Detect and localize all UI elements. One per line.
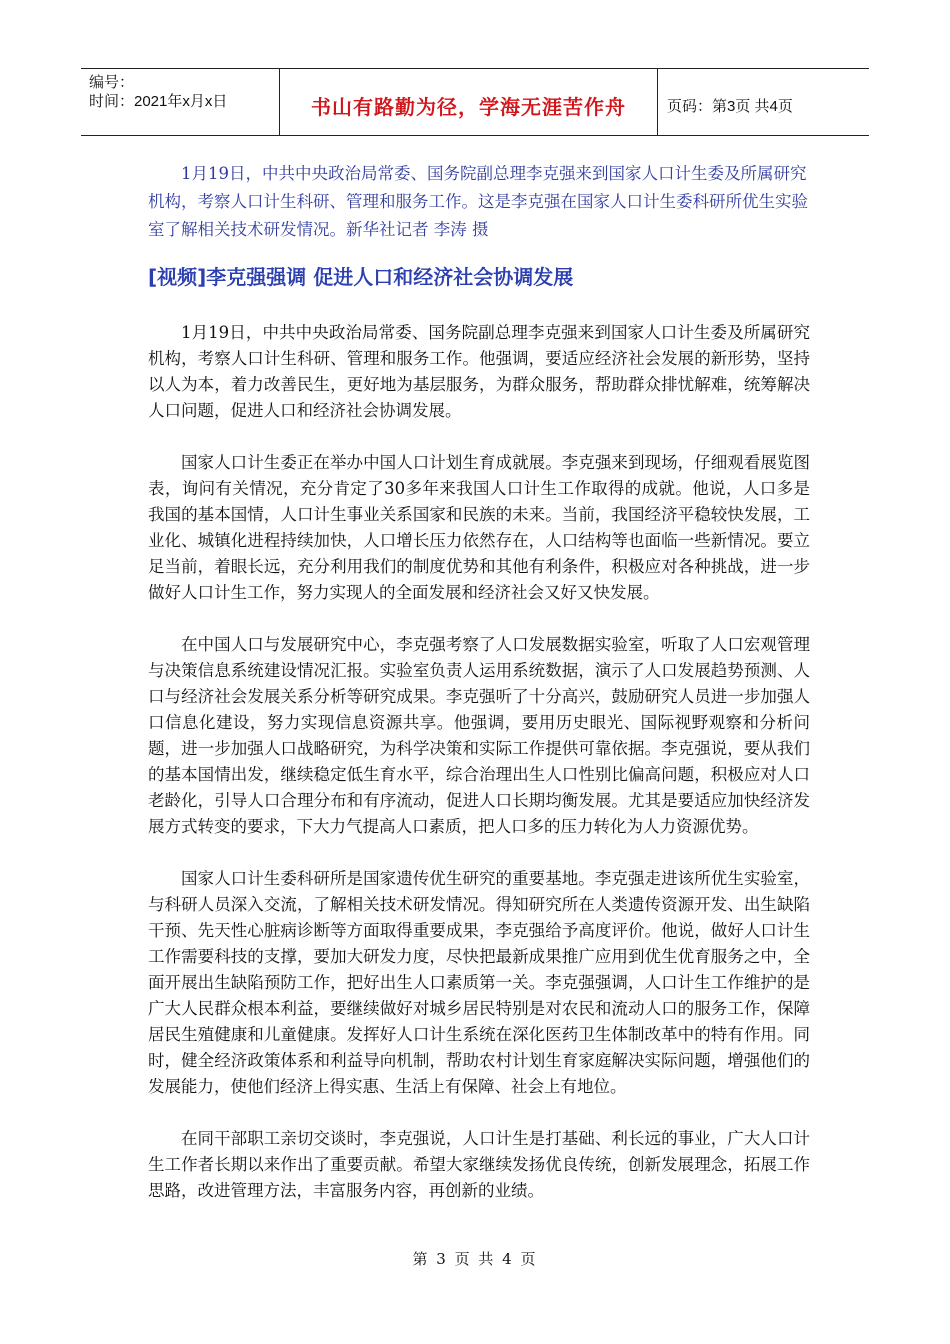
photo-caption [148,160,808,244]
header-meta-cell [81,69,280,135]
article-body [148,320,810,1230]
page-footer: 第 3 页 共 4 页 [412,1250,538,1268]
header-page-info: 页码：第3页 共4页 [667,97,793,115]
document-header [81,68,869,136]
photo-caption-text: 1月19日，中共中央政治局常委、国务院副总理李克强来到国家人口计生委及所属研究机构，考察人口计生科研、管理和服务工作。这是李克强在国家人口计生委科研所优生实验室了解相关技术研发情况。新华社记者 李涛 摄 [148,164,808,239]
article-paragraph: 国家人口计生委正在举办中国人口计划生育成就展。李克强来到现场，仔细观看展览图表，询问有关情况，充分肯定了30多年来我国人口计生工作取得的成就。他说，人口多是我国的基本国情，人口计生事业关系国家和民族的未来。当前，我国经济平稳较快发展，工业化、城镇化进程持续加快，人口增长压力依然存在，人口结构等也面临一些新情况。要立足当前，着眼长远，充分利用我们的制度优势和其他有利条件，积极应对各种挑战，进一步做好人口计生工作，努力实现人的全面发展和经济社会又好又快发展。 [148,453,810,602]
article-paragraph: 国家人口计生委科研所是国家遗传优生研究的重要基地。李克强走进该所优生实验室，与科研人员深入交流，了解相关技术研发情况。得知研究所在人类遗传资源开发、出生缺陷干预、先天性心脏病诊断等方面取得重要成果，李克强给予高度评价。他说，做好人口计生工作需要科技的支撑，要加大研发力度，尽快把最新成果推广应用到优生优育服务之中，全面开展出生缺陷预防工作，把好出生人口素质第一关。李克强强调，人口计生工作维护的是广大人民群众根本利益，要继续做好对城乡居民特别是对农民和流动人口的服务工作，保障居民生殖健康和儿童健康。发挥好人口计生系统在深化医药卫生体制改革中的特有作用。同时，健全经济政策体系和利益导向机制，帮助农村计划生育家庭解决实际问题，增强他们的发展能力，使他们经济上得实惠、生活上有保障、社会上有地位。 [148,869,810,1096]
article-paragraph: 在中国人口与发展研究中心，李克强考察了人口发展数据实验室，听取了人口宏观管理与决策信息系统建设情况汇报。实验室负责人运用系统数据，演示了人口发展趋势预测、人口与经济社会发展关系分析等研究成果。李克强听了十分高兴，鼓励研究人员进一步加强人口信息化建设，努力实现信息资源共享。他强调，要用历史眼光、国际视野观察和分析问题，进一步加强人口战略研究，为科学决策和实际工作提供可靠依据。李克强说，要从我们的基本国情出发，继续稳定低生育水平，综合治理出生人口性别比偏高问题，积极应对人口老龄化，引导人口合理分布和有序流动，促进人口长期均衡发展。尤其是要适应加快经济发展方式转变的要求，下大力气提高人口素质，把人口多的压力转化为人力资源优势。 [148,635,810,836]
document-number-label: 编号： [89,74,135,91]
article-paragraph: 在同干部职工亲切交谈时，李克强说，人口计生是打基础、利长远的事业，广大人口计生工作者长期以来作出了重要贡献。希望大家继续发扬优良传统，创新发展理念，拓展工作思路，改进管理方法，丰富服务内容，再创新的业绩。 [148,1129,810,1200]
article-paragraph: 1月19日，中共中央政治局常委、国务院副总理李克强来到国家人口计生委及所属研究机构，考察人口计生科研、管理和服务工作。他强调，要适应经济社会发展的新形势，坚持以人为本，着力改善民生，更好地为基层服务，为群众服务，帮助群众排忧解难，统筹解决人口问题，促进人口和经济社会协调发展。 [148,323,810,420]
document-time-label: 时间：2021年x月x日 [89,93,228,110]
article-title: [视频]李克强强调 促进人口和经济社会协调发展 [148,265,574,289]
header-motto: 书山有路勤为径，学海无涯苦作舟 [280,69,658,135]
